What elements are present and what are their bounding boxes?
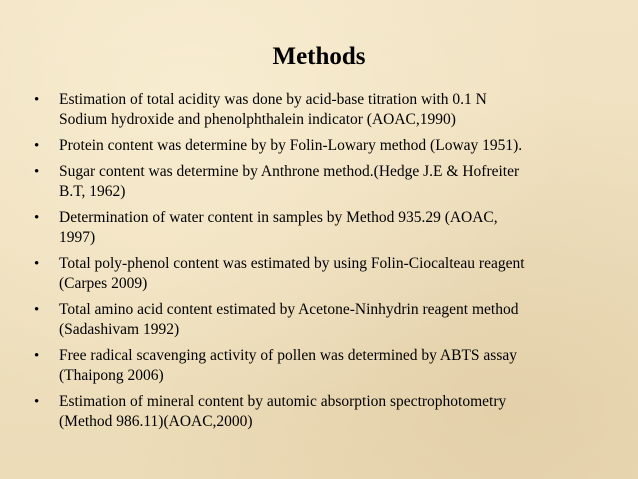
bullet-item	[34, 392, 604, 432]
bullet-text-line2: (Method 986.11)(AOAC,2000)	[59, 413, 253, 430]
bullet-item	[34, 254, 604, 294]
bullet-text-line2: Sodium hydroxide and phenolphthalein indicator (AOAC,1990)	[59, 111, 456, 128]
bullet-text-line1: Free radical scavenging activity of pollen was determined by ABTS assay	[59, 347, 517, 364]
bullet-item	[34, 346, 604, 386]
bullet-text-line1: Estimation of mineral content by automic absorption spectrophotometry	[59, 393, 507, 410]
bullet-icon: •	[34, 348, 40, 364]
bullet-text-line1: Determination of water content in samples by Method 935.29 (AOAC,	[59, 209, 498, 226]
bullet-item	[34, 208, 604, 248]
bullet-icon: •	[34, 256, 40, 272]
bullet-text-line1: Sugar content was determine by Anthrone method.(Hedge J.E & Hofreiter	[59, 163, 520, 180]
bullet-icon: •	[34, 210, 40, 226]
bullet-icon: •	[34, 164, 40, 180]
bullet-text-line2: B.T, 1962)	[59, 183, 126, 200]
bullet-text-line1: Protein content was determine by by Folin-Lowary method (Loway 1951).	[59, 137, 523, 154]
bullet-text-line1: Estimation of total acidity was done by acid-base titration with 0.1 N	[59, 91, 487, 108]
bullet-icon: •	[34, 394, 40, 410]
bullet-list	[34, 90, 604, 438]
bullet-text-line2: (Thaipong 2006)	[59, 367, 164, 384]
bullet-item	[34, 136, 604, 156]
bullet-item	[34, 162, 604, 202]
bullet-text-line2: (Sadashivam 1992)	[59, 321, 180, 338]
bullet-text-line1: Total poly-phenol content was estimated by using Folin-Ciocalteau reagent	[59, 255, 525, 272]
bullet-item	[34, 300, 604, 340]
bullet-text-line2: (Carpes 2009)	[59, 275, 148, 292]
bullet-icon: •	[34, 302, 40, 318]
bullet-text-line2: 1997)	[59, 229, 96, 246]
bullet-text-line1: Total amino acid content estimated by Acetone-Ninhydrin reagent method	[59, 301, 519, 318]
slide-title: Methods	[272, 43, 366, 70]
bullet-item	[34, 90, 604, 130]
bullet-icon: •	[34, 138, 40, 154]
bullet-icon: •	[34, 92, 40, 108]
